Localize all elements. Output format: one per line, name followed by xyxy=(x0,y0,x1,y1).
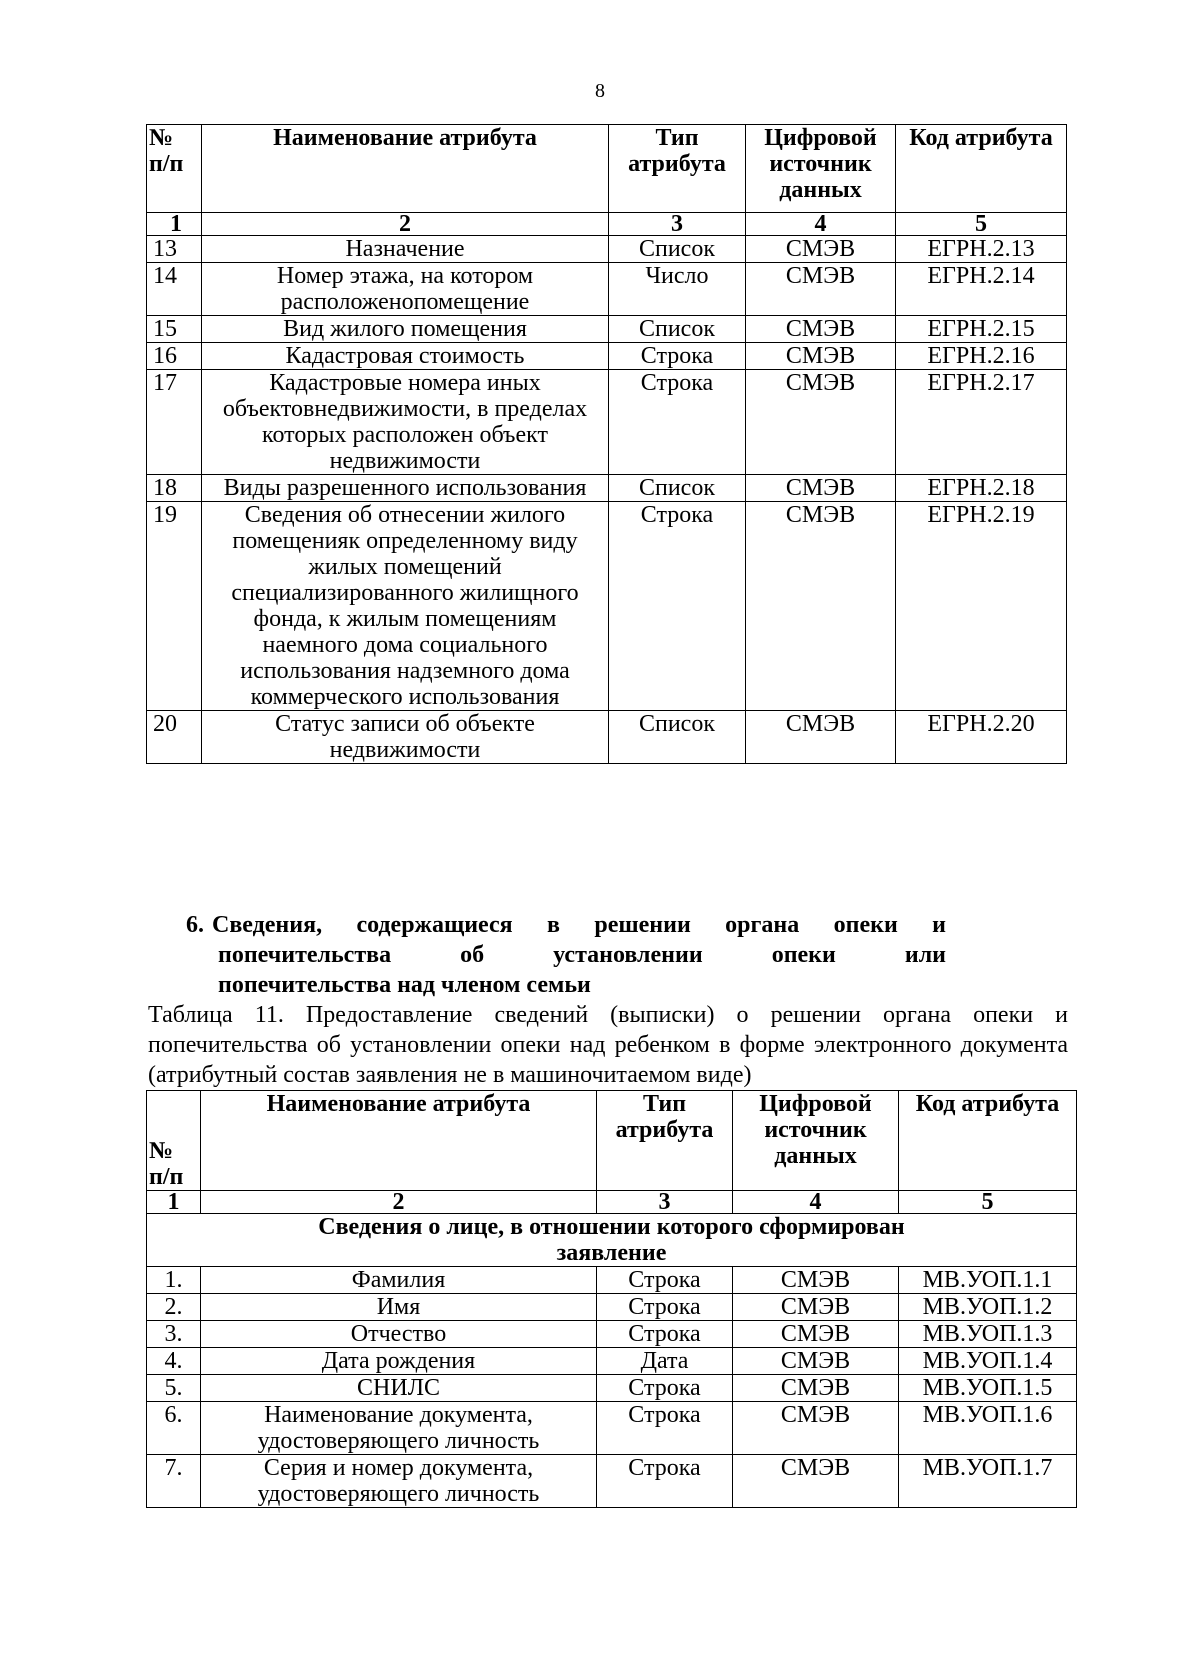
attribute-name-cell: Назначение xyxy=(202,236,609,263)
attribute-type-cell: Строка xyxy=(609,343,746,370)
data-source-cell: СМЭВ xyxy=(733,1455,899,1508)
index-cell: 2 xyxy=(202,213,609,236)
data-source-cell: СМЭВ xyxy=(733,1321,899,1348)
table-row xyxy=(147,343,1067,370)
data-source-cell: СМЭВ xyxy=(733,1267,899,1294)
table-row xyxy=(147,236,1067,263)
data-source-cell: СМЭВ xyxy=(746,263,896,316)
attribute-code-cell: ЕГРН.2.15 xyxy=(896,316,1067,343)
attribute-type-cell: Список xyxy=(609,236,746,263)
data-source-cell: СМЭВ xyxy=(733,1294,899,1321)
index-cell: 3 xyxy=(609,213,746,236)
column-index-row xyxy=(147,213,1067,236)
attributes-table-1 xyxy=(146,124,1067,764)
row-number: 1. xyxy=(147,1267,201,1294)
attribute-code-cell: ЕГРН.2.18 xyxy=(896,475,1067,502)
data-source-cell: СМЭВ xyxy=(733,1348,899,1375)
attribute-type-cell: Список xyxy=(609,711,746,764)
attribute-type-cell: Строка xyxy=(597,1402,733,1455)
attribute-type-cell: Строка xyxy=(597,1267,733,1294)
attribute-name-cell: Имя xyxy=(201,1294,597,1321)
data-source-cell: СМЭВ xyxy=(746,343,896,370)
attribute-name-cell: Сведения об отнесении жилого помещенияк определенному виду жилых помещений специализированного жилищного фонда, к жилым помещениям наемного дома социального использования надземного дома коммерческого использования xyxy=(202,502,609,711)
table-header-row xyxy=(147,125,1067,213)
table-row xyxy=(147,502,1067,711)
row-number: 4. xyxy=(147,1348,201,1375)
attribute-code-cell: ЕГРН.2.14 xyxy=(896,263,1067,316)
attribute-name-cell: Виды разрешенного использования xyxy=(202,475,609,502)
section-title-line-1: Сведения, содержащиеся в решении органа опеки и xyxy=(212,912,946,938)
attribute-name-cell: Кадастровые номера иных объектовнедвижимости, в пределах которых расположен объект недвижимости xyxy=(202,370,609,475)
attribute-type-cell: Дата xyxy=(597,1348,733,1375)
header-number: № п/п xyxy=(147,125,202,213)
attribute-type-cell: Строка xyxy=(597,1321,733,1348)
row-number: 7. xyxy=(147,1455,201,1508)
index-cell: 5 xyxy=(896,213,1067,236)
table-row xyxy=(147,1267,1077,1294)
data-source-cell: СМЭВ xyxy=(746,475,896,502)
row-number: 15 xyxy=(147,316,202,343)
attribute-code-cell: ЕГРН.2.19 xyxy=(896,502,1067,711)
attribute-type-cell: Список xyxy=(609,316,746,343)
section-row xyxy=(147,1214,1077,1267)
attribute-type-cell: Строка xyxy=(597,1375,733,1402)
row-number: 5. xyxy=(147,1375,201,1402)
header-data-source: Цифровой источник данных xyxy=(733,1091,899,1191)
attribute-type-cell: Строка xyxy=(597,1294,733,1321)
row-number: 18 xyxy=(147,475,202,502)
attribute-type-cell: Число xyxy=(609,263,746,316)
section-row-title: Сведения о лице, в отношении которого сформирован заявление xyxy=(147,1214,1077,1267)
data-source-cell: СМЭВ xyxy=(746,370,896,475)
index-cell: 4 xyxy=(746,213,896,236)
data-source-cell: СМЭВ xyxy=(733,1375,899,1402)
attribute-type-cell: Строка xyxy=(597,1455,733,1508)
row-number: 6. xyxy=(147,1402,201,1455)
attribute-type-cell: Список xyxy=(609,475,746,502)
attribute-name-cell: Вид жилого помещения xyxy=(202,316,609,343)
data-source-cell: СМЭВ xyxy=(746,502,896,711)
row-number: 13 xyxy=(147,236,202,263)
attribute-name-cell: СНИЛС xyxy=(201,1375,597,1402)
table-row xyxy=(147,1348,1077,1375)
table-row xyxy=(147,263,1067,316)
column-index-row xyxy=(147,1191,1077,1214)
row-number: 20 xyxy=(147,711,202,764)
attribute-code-cell: ЕГРН.2.13 xyxy=(896,236,1067,263)
header-data-source: Цифровой источник данных xyxy=(746,125,896,213)
row-number: 19 xyxy=(147,502,202,711)
data-source-cell: СМЭВ xyxy=(746,236,896,263)
attribute-type-cell: Строка xyxy=(609,502,746,711)
table-row xyxy=(147,1321,1077,1348)
table-row xyxy=(147,316,1067,343)
attribute-code-cell: МВ.УОП.1.1 xyxy=(899,1267,1077,1294)
table-row xyxy=(147,475,1067,502)
header-attribute-type: Тип атрибута xyxy=(609,125,746,213)
attribute-code-cell: МВ.УОП.1.6 xyxy=(899,1402,1077,1455)
attribute-code-cell: МВ.УОП.1.2 xyxy=(899,1294,1077,1321)
table-row xyxy=(147,1402,1077,1455)
data-source-cell: СМЭВ xyxy=(746,711,896,764)
section-heading xyxy=(186,910,946,1000)
index-cell: 1 xyxy=(147,1191,201,1214)
index-cell: 2 xyxy=(201,1191,597,1214)
header-attribute-code: Код атрибута xyxy=(896,125,1067,213)
index-cell: 5 xyxy=(899,1191,1077,1214)
table-row xyxy=(147,1375,1077,1402)
row-number: 2. xyxy=(147,1294,201,1321)
attribute-name-cell: Наименование документа, удостоверяющего личность xyxy=(201,1402,597,1455)
data-source-cell: СМЭВ xyxy=(733,1402,899,1455)
header-attribute-name: Наименование атрибута xyxy=(201,1091,597,1191)
attribute-type-cell: Строка xyxy=(609,370,746,475)
attribute-name-cell: Кадастровая стоимость xyxy=(202,343,609,370)
table-caption: Таблица 11. Предоставление сведений (выписки) о решении органа опеки и попечительства об установлении опеки над ребенком в форме электронного документа (атрибутный состав заявления не в машиночитаемом виде) xyxy=(148,1002,1068,1088)
attribute-code-cell: МВ.УОП.1.7 xyxy=(899,1455,1077,1508)
attribute-code-cell: МВ.УОП.1.5 xyxy=(899,1375,1077,1402)
attribute-name-cell: Отчество xyxy=(201,1321,597,1348)
index-cell: 4 xyxy=(733,1191,899,1214)
table-header-row xyxy=(147,1091,1077,1191)
table-row xyxy=(147,1455,1077,1508)
attributes-table-2 xyxy=(146,1090,1077,1508)
row-number: 16 xyxy=(147,343,202,370)
table-row xyxy=(147,370,1067,475)
row-number: 17 xyxy=(147,370,202,475)
attribute-name-cell: Серия и номер документа, удостоверяющего личность xyxy=(201,1455,597,1508)
section-title-line-2: попечительства об установлении опеки или xyxy=(218,942,946,968)
section-title-line-3: попечительства над членом семьи xyxy=(218,972,591,998)
header-attribute-name: Наименование атрибута xyxy=(202,125,609,213)
row-number: 3. xyxy=(147,1321,201,1348)
attribute-name-cell: Номер этажа, на котором расположенопомещение xyxy=(202,263,609,316)
attribute-code-cell: ЕГРН.2.20 xyxy=(896,711,1067,764)
table-row xyxy=(147,711,1067,764)
attribute-name-cell: Статус записи об объекте недвижимости xyxy=(202,711,609,764)
header-attribute-code: Код атрибута xyxy=(899,1091,1077,1191)
attribute-code-cell: МВ.УОП.1.4 xyxy=(899,1348,1077,1375)
header-number: № п/п xyxy=(147,1091,201,1191)
attribute-code-cell: ЕГРН.2.16 xyxy=(896,343,1067,370)
row-number: 14 xyxy=(147,263,202,316)
attribute-code-cell: ЕГРН.2.17 xyxy=(896,370,1067,475)
attribute-name-cell: Дата рождения xyxy=(201,1348,597,1375)
section-number: 6. xyxy=(186,912,204,938)
header-attribute-type: Тип атрибута xyxy=(597,1091,733,1191)
table-row xyxy=(147,1294,1077,1321)
attribute-code-cell: МВ.УОП.1.3 xyxy=(899,1321,1077,1348)
data-source-cell: СМЭВ xyxy=(746,316,896,343)
index-cell: 3 xyxy=(597,1191,733,1214)
index-cell: 1 xyxy=(147,213,202,236)
page-number: 8 xyxy=(595,80,605,102)
attribute-name-cell: Фамилия xyxy=(201,1267,597,1294)
